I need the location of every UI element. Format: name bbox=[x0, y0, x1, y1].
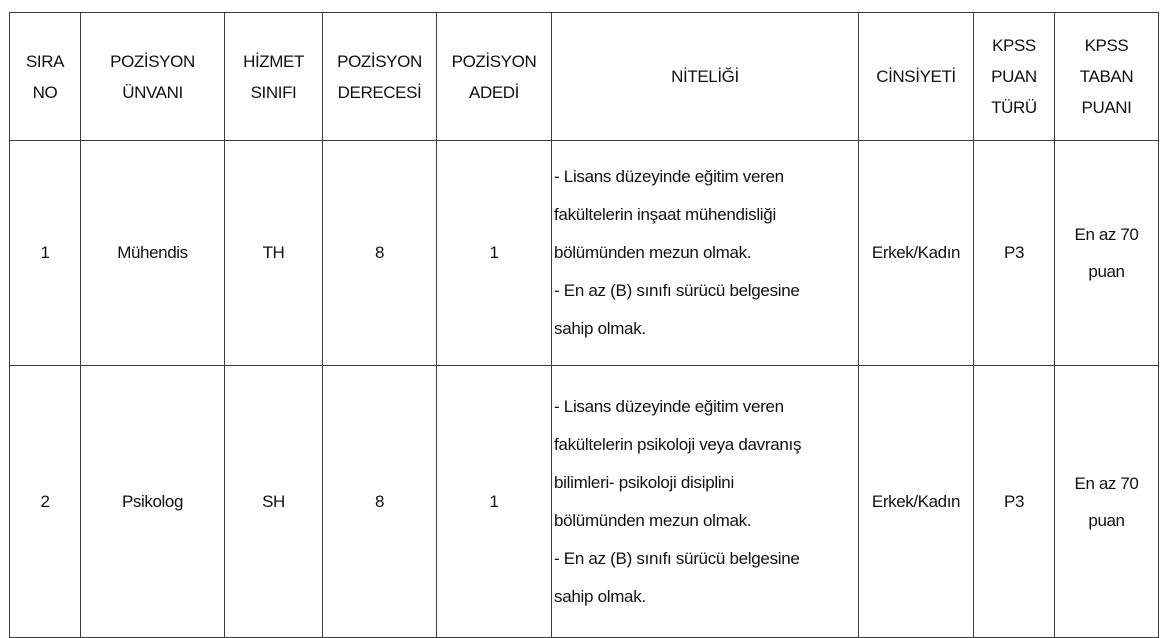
header-niteligi: NİTELİĞİ bbox=[552, 13, 859, 141]
cell-sinif: SH bbox=[225, 366, 323, 638]
header-kpss-puan-turu: KPSS PUAN TÜRÜ bbox=[974, 13, 1055, 141]
cell-sira: 1 bbox=[10, 141, 81, 366]
cell-puan-turu: P3 bbox=[974, 366, 1055, 638]
cell-cinsiyet: Erkek/Kadın bbox=[859, 366, 974, 638]
cell-adet: 1 bbox=[437, 141, 552, 366]
cell-derece: 8 bbox=[323, 141, 437, 366]
position-table bbox=[9, 12, 1159, 638]
header-pozisyon-unvani: POZİSYON ÜNVANI bbox=[81, 13, 225, 141]
cell-taban-puan: En az 70 puan bbox=[1055, 366, 1159, 638]
cell-adet: 1 bbox=[437, 366, 552, 638]
header-pozisyon-adedi: POZİSYON ADEDİ bbox=[437, 13, 552, 141]
cell-unvan: Mühendis bbox=[81, 141, 225, 366]
table-row bbox=[10, 366, 1159, 638]
header-sira-no: SIRA NO bbox=[10, 13, 81, 141]
cell-sinif: TH bbox=[225, 141, 323, 366]
cell-derece: 8 bbox=[323, 366, 437, 638]
cell-unvan: Psikolog bbox=[81, 366, 225, 638]
cell-taban-puan: En az 70 puan bbox=[1055, 141, 1159, 366]
cell-puan-turu: P3 bbox=[974, 141, 1055, 366]
cell-nitelik: - Lisans düzeyinde eğitim veren fakültelerin inşaat mühendisliği bölümünden mezun olmak. - En az (B) sınıfı sürücü belgesine sahip olmak. bbox=[552, 141, 859, 366]
cell-sira: 2 bbox=[10, 366, 81, 638]
header-row bbox=[10, 13, 1159, 141]
cell-nitelik: - Lisans düzeyinde eğitim veren fakültelerin psikoloji veya davranış bilimleri- psikoloji disiplini bölümünden mezun olmak. - En az (B) sınıfı sürücü belgesine sahip olmak. bbox=[552, 366, 859, 638]
header-cinsiyeti: CİNSİYETİ bbox=[859, 13, 974, 141]
header-pozisyon-derecesi: POZİSYON DERECESİ bbox=[323, 13, 437, 141]
table-row bbox=[10, 141, 1159, 366]
header-hizmet-sinifi: HİZMET SINIFI bbox=[225, 13, 323, 141]
header-kpss-taban-puani: KPSS TABAN PUANI bbox=[1055, 13, 1159, 141]
cell-cinsiyet: Erkek/Kadın bbox=[859, 141, 974, 366]
